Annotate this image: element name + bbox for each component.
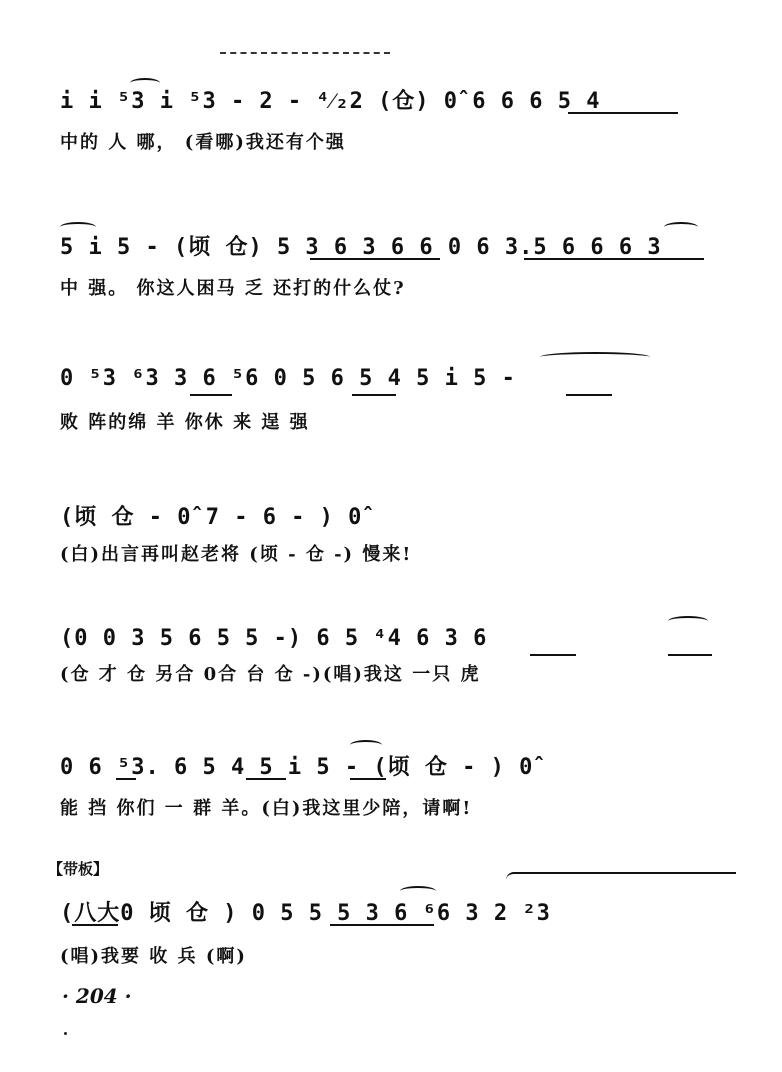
slur-mark <box>540 352 650 362</box>
underline-mark <box>310 258 440 260</box>
lyrics-line-5: (仓 才 仓 另合 0合 台 仓 -)(唱)我这 一只 虎 <box>60 664 481 685</box>
notation-line-1: i i ⁵3 i ⁵3 - 2 - ⁴⁄₂2 (仓) 0̂ 6 6 6 5 4 <box>60 89 601 114</box>
underline-mark <box>246 778 286 780</box>
speck <box>64 1032 67 1035</box>
underline-mark <box>352 394 396 396</box>
underline-mark <box>568 112 678 114</box>
slur-mark <box>506 872 736 880</box>
underline-mark <box>524 258 704 260</box>
underline-mark <box>330 924 434 926</box>
notation-line-6: 0 6 ⁵3. 6 5 4 5 i 5 - (顷 仓 - ) 0̂ <box>60 755 534 780</box>
slur-mark <box>350 740 382 750</box>
slur-mark <box>400 886 436 896</box>
underline-mark <box>72 924 118 926</box>
lyrics-line-3: 败 阵的绵 羊 你休 来 逞 强 <box>60 412 310 433</box>
lyrics-line-2: 中 强。 你这人困马 乏 还打的什么仗? <box>60 278 406 299</box>
underline-mark <box>350 778 386 780</box>
underline-mark <box>530 654 576 656</box>
top-rule <box>220 52 390 54</box>
lyrics-line-7: (唱)我要 收 兵 (啊) <box>60 946 247 967</box>
notation-line-3: 0 ⁵3 ⁶3 3 6 ⁵6 0 5 6 5 4 5 i 5 - <box>60 366 516 391</box>
slur-mark <box>668 616 708 626</box>
slur-mark <box>60 222 96 232</box>
notation-line-2: 5 i 5 - (顷 仓) 5 3 6 3 6 6 0 6 3.5 6 6 6 3 <box>60 235 662 260</box>
underline-mark <box>668 654 712 656</box>
notation-line-5: (0 0 3 5 6 5 5 -) 6 5 ⁴4 6 3 6 <box>60 626 488 651</box>
notation-line-4: (顷 仓 - 0̂ 7 - 6 - ) 0̂ <box>60 505 363 530</box>
notation-line-7: (八大0 顷 仓 ) 0 5 5 5 3 6 ⁶6 3 2 ²3 <box>60 901 551 926</box>
slur-mark <box>130 78 160 88</box>
section-tag: 【带板】 <box>48 860 109 878</box>
page-number: · 204 · <box>62 984 132 1008</box>
lyrics-line-6: 能 挡 你们 一 群 羊。(白)我这里少陪，请啊! <box>60 798 473 819</box>
underline-mark <box>190 394 232 396</box>
lyrics-line-1: 中的 人 哪， (看哪)我还有个强 <box>60 132 346 153</box>
underline-mark <box>116 778 136 780</box>
underline-mark <box>566 394 612 396</box>
lyrics-line-4: (白)出言再叫赵老将 (顷 - 仓 -) 慢来! <box>60 544 413 565</box>
slur-mark <box>664 222 698 232</box>
